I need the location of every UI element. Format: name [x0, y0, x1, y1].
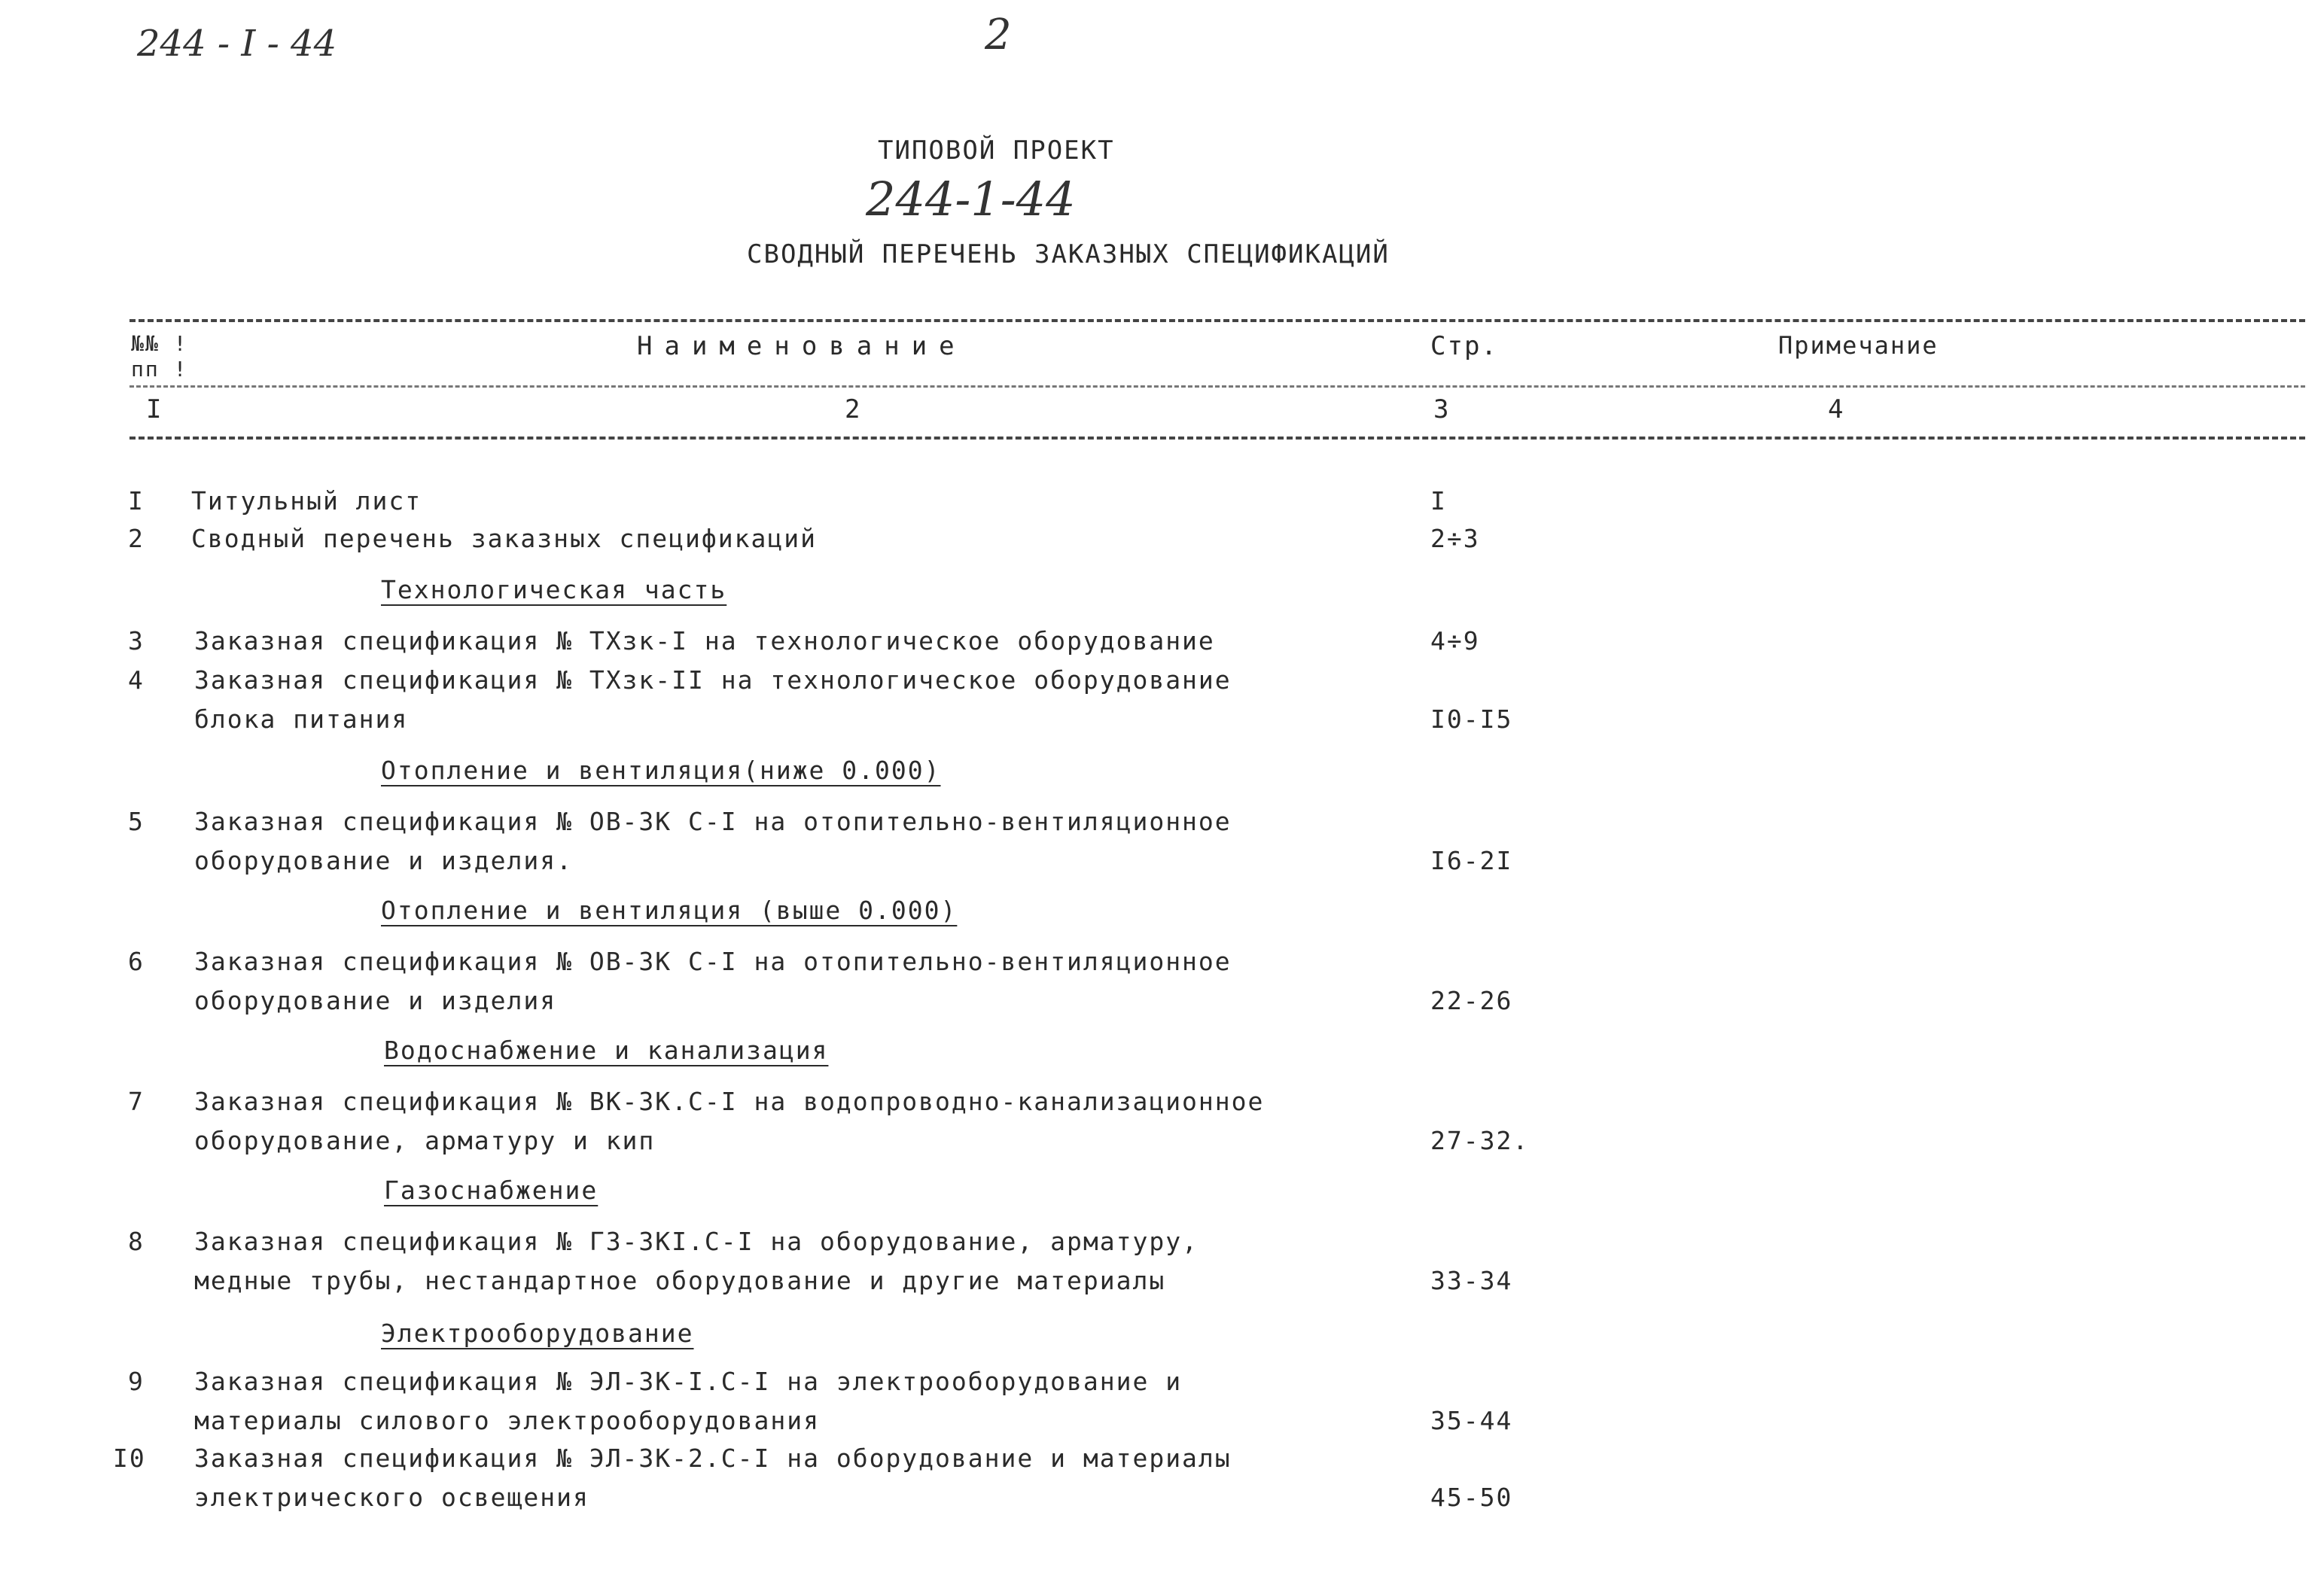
- row-page: 2÷3: [1430, 524, 1480, 553]
- section-heading: Отопление и вентиляция (выше 0.000): [381, 896, 958, 925]
- row-page: 22-26: [1430, 986, 1513, 1015]
- row-number: I: [128, 486, 145, 516]
- row-name: Заказная спецификация № ЭЛ-ЗК-I.С-I на электрооборудование и: [194, 1367, 1183, 1396]
- row-number: 8: [128, 1227, 145, 1256]
- row-name-continuation: электрического освещения: [194, 1483, 589, 1512]
- row-name: Заказная спецификация № ОВ-ЗК С-I на отопительно-вентиляционное: [194, 947, 1232, 976]
- column-header-note: Примечание: [1778, 331, 1939, 360]
- section-heading: Водоснабжение и канализация: [384, 1036, 829, 1065]
- column-index-1: I: [146, 394, 163, 424]
- document-title: СВОДНЫЙ ПЕРЕЧЕНЬ ЗАКАЗНЫХ СПЕЦИФИКАЦИЙ: [747, 239, 1390, 269]
- row-name: Заказная спецификация № ВК-ЗК.С-I на водопроводно-канализационное: [194, 1087, 1265, 1116]
- column-header-number: №№ !: [131, 331, 188, 356]
- table-header-divider: [129, 385, 2305, 388]
- column-header-number-line2: пп !: [131, 357, 188, 382]
- row-number: 7: [128, 1087, 145, 1116]
- row-name: Заказная спецификация № ТХзк-I на технологическое оборудование: [194, 626, 1215, 656]
- row-name-continuation: оборудование, арматуру и кип: [194, 1126, 656, 1155]
- column-header-name: Наименование: [637, 331, 967, 361]
- row-name: Заказная спецификация № ТХзк-II на технологическое оборудование: [194, 665, 1232, 695]
- section-heading: Электрооборудование: [381, 1319, 694, 1348]
- row-name-continuation: материалы силового электрооборудования: [194, 1406, 820, 1435]
- corner-document-code: 244 - I - 44: [137, 23, 337, 65]
- project-label: ТИПОВОЙ ПРОЕКТ: [878, 135, 1115, 166]
- row-name: Сводный перечень заказных спецификаций: [191, 524, 817, 553]
- table-top-rule: [129, 319, 2305, 322]
- column-index-2: 2: [845, 394, 862, 424]
- row-number: 9: [128, 1367, 145, 1396]
- section-heading: Отопление и вентиляция(ниже 0.000): [381, 756, 941, 785]
- row-number: 2: [128, 524, 145, 553]
- row-name-continuation: блока питания: [194, 704, 409, 734]
- row-name: Заказная спецификация № ОВ-ЗК С-I на отопительно-вентиляционное: [194, 807, 1232, 836]
- row-page: I0-I5: [1430, 704, 1513, 734]
- row-name: Заказная спецификация № ГЗ-ЗКI.С-I на оборудование, арматуру,: [194, 1227, 1199, 1256]
- section-heading: Газоснабжение: [384, 1176, 599, 1205]
- row-page: I6-2I: [1430, 846, 1513, 875]
- row-name: Титульный лист: [191, 486, 422, 516]
- row-name-continuation: оборудование и изделия: [194, 986, 557, 1015]
- table-header-bottom-rule: [129, 437, 2305, 440]
- row-page: 33-34: [1430, 1266, 1513, 1295]
- row-number: 4: [128, 665, 145, 695]
- row-number: 3: [128, 626, 145, 656]
- section-heading: Технологическая часть: [381, 575, 727, 604]
- row-name-continuation: оборудование и изделия.: [194, 846, 573, 875]
- row-number: I0: [113, 1444, 146, 1473]
- page-number: 2: [985, 11, 1012, 59]
- column-header-page: Стр.: [1430, 331, 1498, 361]
- row-page: 35-44: [1430, 1406, 1513, 1435]
- row-page: 27-32.: [1430, 1126, 1530, 1155]
- column-index-4: 4: [1828, 394, 1845, 424]
- row-number: 6: [128, 947, 145, 976]
- project-number: 244-1-44: [866, 172, 1076, 227]
- column-index-3: 3: [1433, 394, 1451, 424]
- row-page: I: [1430, 486, 1447, 516]
- row-name: Заказная спецификация № ЭЛ-ЗК-2.С-I на оборудование и материалы: [194, 1444, 1232, 1473]
- row-name-continuation: медные трубы, нестандартное оборудование и другие материалы: [194, 1266, 1166, 1295]
- row-number: 5: [128, 807, 145, 836]
- row-page: 4÷9: [1430, 626, 1480, 656]
- row-page: 45-50: [1430, 1483, 1513, 1512]
